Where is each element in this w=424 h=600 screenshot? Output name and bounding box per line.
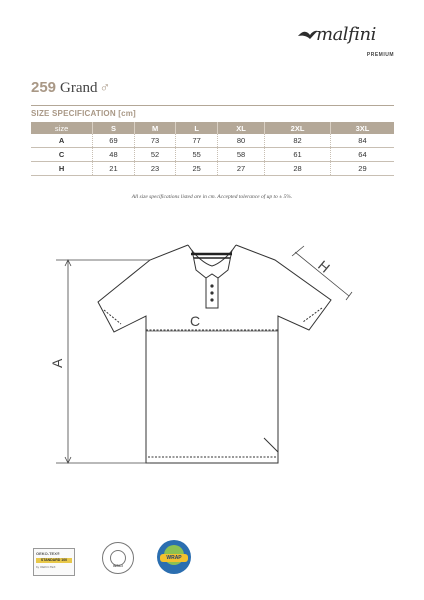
placket-buttons	[210, 284, 213, 301]
table-cell: 27	[217, 162, 264, 176]
bsci-badge	[102, 542, 134, 574]
wrap-label: WRAP	[166, 555, 182, 561]
table-header-row	[31, 122, 394, 134]
table-cell: 64	[330, 148, 394, 162]
table-row	[31, 148, 394, 162]
label-a: A	[49, 358, 65, 368]
table-cell: 29	[330, 162, 394, 176]
table-cell: 52	[134, 148, 176, 162]
table-cell: 73	[134, 134, 176, 148]
label-h: H	[315, 257, 334, 276]
product-code: 259	[31, 79, 57, 96]
column-header: XL	[217, 122, 264, 134]
table-cell: 21	[93, 162, 135, 176]
table-cell: 23	[134, 162, 176, 176]
brand-subtitle: PREMIUM	[366, 52, 394, 58]
table-cell: C	[31, 148, 93, 162]
bsci-label: BSCI	[113, 563, 123, 568]
label-c: C	[190, 313, 201, 329]
polo-shirt-diagram	[0, 230, 424, 500]
oeko-tex-standard: STANDARD 100	[36, 558, 72, 563]
table-cell: 61	[265, 148, 331, 162]
table-cell: 80	[217, 134, 264, 148]
certification-logos	[0, 540, 424, 590]
column-header: S	[93, 122, 135, 134]
table-cell: 25	[176, 162, 218, 176]
divider	[31, 105, 394, 106]
wrap-badge	[157, 540, 191, 574]
brand-logo	[298, 22, 394, 62]
table-cell: 69	[93, 134, 135, 148]
male-symbol-icon: ♂	[99, 79, 111, 95]
table-cell: H	[31, 162, 93, 176]
table-row	[31, 162, 394, 176]
bird-logo-icon	[298, 28, 318, 42]
brand-name: malfini	[316, 24, 376, 45]
table-cell: 77	[176, 134, 218, 148]
column-header: size	[31, 122, 93, 134]
column-header: M	[134, 122, 176, 134]
table-cell: 82	[265, 134, 331, 148]
table-cell: 48	[93, 148, 135, 162]
oeko-tex-subtitle: by OEKO-TEX	[36, 565, 56, 569]
table-cell: 55	[176, 148, 218, 162]
table-cell: 84	[330, 134, 394, 148]
table-cell: 58	[217, 148, 264, 162]
tolerance-note: All size specifications listed are in cm. Accepted tolerance of up to ± 5%.	[131, 194, 293, 200]
column-header: 2XL	[265, 122, 331, 134]
section-title: SIZE SPECIFICATION [cm]	[31, 109, 136, 118]
product-name: Grand	[60, 80, 98, 96]
oeko-tex-title: OEKO-TEX®	[36, 551, 60, 556]
table-cell: A	[31, 134, 93, 148]
table-cell: 28	[265, 162, 331, 176]
column-header: L	[176, 122, 218, 134]
size-table	[31, 122, 394, 176]
dimension-a	[56, 260, 150, 463]
shirt-outline	[98, 245, 334, 463]
column-header: 3XL	[330, 122, 394, 134]
oeko-tex-badge	[33, 548, 75, 576]
table-row	[31, 134, 394, 148]
product-title	[31, 79, 110, 97]
